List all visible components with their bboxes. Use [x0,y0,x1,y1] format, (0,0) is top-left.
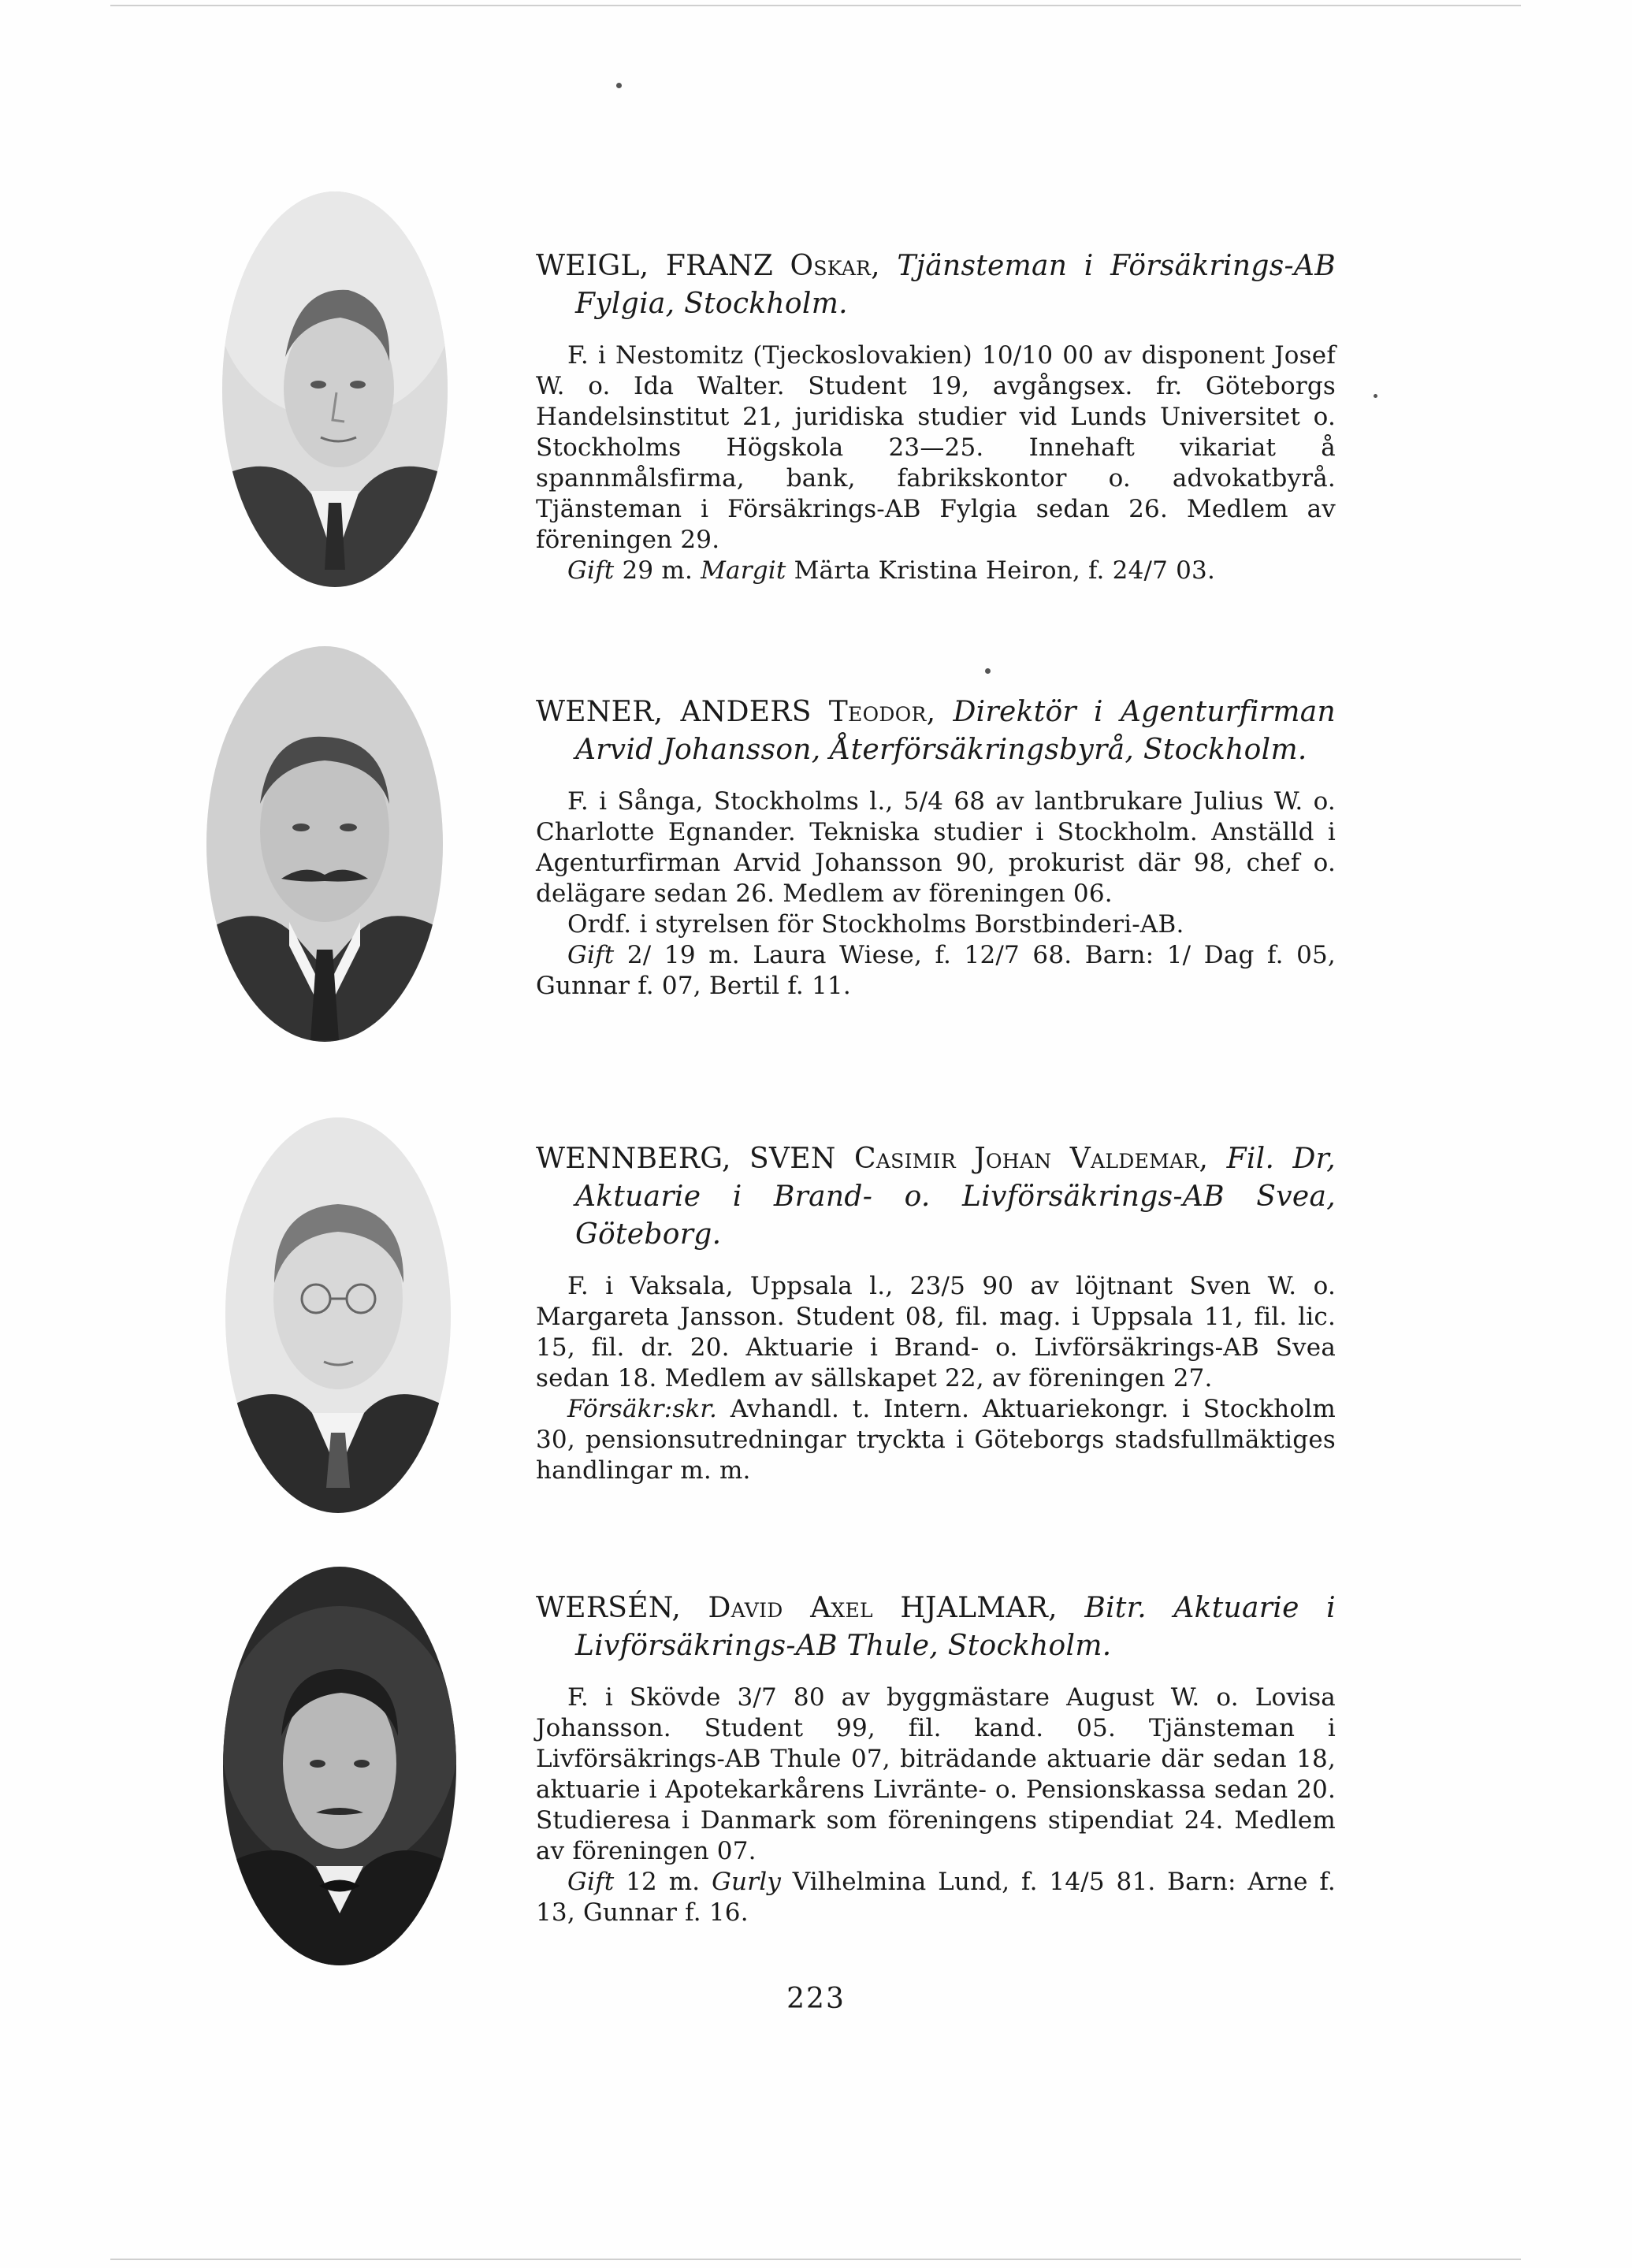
portrait-wennberg [225,1117,451,1513]
entry-heading [536,1140,1336,1254]
portrait-photo-icon [225,1117,451,1513]
bio-writings-text: Avhandl. t. Intern. Aktuariekongr. i Stockholm 30, pensionsutredningar tryckta i Göteborgs stadsfullmäktiges handlingar m. m. [536,1395,1336,1485]
entry-name: HJALMAR, [872,1592,1058,1624]
bio-marriage-text: Märta Kristina Heiron, f. 24/7 03. [786,556,1216,585]
scan-speck [985,668,991,674]
bio-spouse-name: Margit [701,556,786,585]
bio-writings-label: Försäkr:skr. [567,1395,718,1423]
entry-middle-names: David Axel [708,1592,873,1624]
entry-middle-names: Teodor, [828,696,936,728]
portrait-photo-icon [223,1567,456,1965]
bio-marriage [536,556,1336,586]
portrait-photo-icon [206,646,443,1042]
entry-bio [536,786,1336,1002]
bio-paragraph: F. i Sånga, Stockholms l., 5/4 68 av lantbrukare Julius W. o. Charlotte Egnander. Tekniska studier i Stockholm. Anställd i Agenturfirman Arvid Johansson 90, prokurist där 98, chef o. delägare sedan 26. Medlem av föreningen 06. [536,787,1336,908]
entry-title: Bitr. Aktuarie i Livförsäkrings-AB Thule, Stockholm. [575,1592,1336,1662]
bio-paragraph: Ordf. i styrelsen för Stockholms Borstbinderi-AB. [567,910,1184,939]
entry-heading [536,247,1336,323]
scan-edge-bottom [110,2259,1521,2260]
bio-spouse-name: Gurly [712,1868,782,1896]
entry-wersen [536,1589,1336,1928]
bio-paragraph: F. i Skövde 3/7 80 av byggmästare August W. o. Lovisa Johansson. Student 99, fil. kand. 05. Tjänsteman i Livförsäkrings-AB Thule 07, biträdande aktuarie där sedan 18, aktuarie i Apotekarkårens Livränte- o. Pensionskassa sedan 20. Studieresa i Danmark som föreningens stipendiat 24. Medlem av föreningen 07. [536,1683,1336,1865]
entry-wennberg [536,1140,1336,1486]
entry-wener [536,693,1336,1002]
bio-marriage-text: 29 m. [614,556,701,585]
scan-speck [616,83,622,88]
bio-marriage-label: Gift [567,556,615,585]
entry-bio [536,1271,1336,1486]
bio-marriage-text: Vilhelmina Lund, f. 14/5 81. Barn: Arne f. 13, Gunnar f. 16. [536,1868,1336,1927]
entry-name: WERSÉN, [536,1592,708,1624]
page-number: 223 [786,1983,846,2015]
entry-middle-names: Casimir Johan Valdemar, [853,1143,1209,1175]
entry-heading [536,1589,1336,1665]
scan-edge-top [110,5,1521,6]
entry-name: WENER, ANDERS [536,696,829,728]
entry-title: Tjänsteman i Försäkrings-AB Fylgia, Stockholm. [575,250,1336,320]
entry-name: WENNBERG, SVEN [536,1143,854,1175]
entry-heading [536,693,1336,769]
entry-name: WEIGL, FRANZ [536,250,790,282]
entry-title: Direktör i Agenturfirman Arvid Johansson, Återförsäkringsbyrå, Stockholm. [575,696,1336,766]
entry-bio [536,1682,1336,1928]
entry-middle-names: Oskar, [790,250,880,282]
scan-speck [1374,394,1377,398]
entry-title: Fil. Dr, Aktuarie i Brand- o. Livförsäkrings-AB Svea, Göteborg. [575,1143,1336,1251]
bio-marriage [536,1867,1336,1928]
portrait-photo-icon [222,191,448,587]
portrait-wersen [223,1567,456,1965]
entry-weigl [536,247,1336,586]
bio-marriage [536,940,1336,1002]
bio-paragraph: F. i Vaksala, Uppsala l., 23/5 90 av löjtnant Sven W. o. Margareta Jansson. Student 08, fil. mag. i Uppsala 11, fil. lic. 15, fil. dr. 20. Aktuarie i Brand- o. Livförsäkrings-AB Svea sedan 18. Medlem av sällskapet 22, av föreningen 27. [536,1272,1336,1392]
portrait-weigl [222,191,448,587]
bio-marriage-label: Gift [567,1868,615,1896]
bio-marriage-text: 2/ 19 m. Laura Wiese, f. 12/7 68. Barn: 1/ Dag f. 05, Gunnar f. 07, Bertil f. 11. [536,941,1336,1000]
bio-marriage-text: 12 m. [614,1868,712,1896]
bio-writings [536,1394,1336,1486]
portrait-wener [206,646,443,1042]
entry-bio [536,340,1336,586]
bio-marriage-label: Gift [567,941,615,969]
bio-paragraph: F. i Nestomitz (Tjeckoslovakien) 10/10 00 av disponent Josef W. o. Ida Walter. Student 19, avgångsex. fr. Göteborgs Handelsinstitut 21, juridiska studier vid Lunds Universitet o. Stockholms Högskola 23—25. Innehaft vikariat å spannmålsfirma, bank, fabrikskontor o. advokatbyrå. Tjänsteman i Försäkrings-AB Fylgia sedan 26. Medlem av föreningen 29. [536,341,1336,554]
